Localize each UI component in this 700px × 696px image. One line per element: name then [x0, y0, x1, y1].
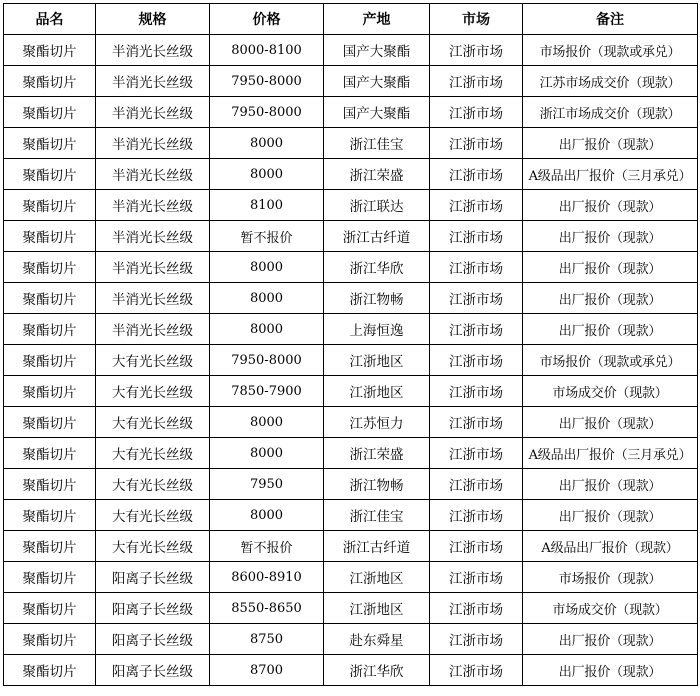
price-table: [3, 3, 698, 686]
header-origin: 产地: [324, 4, 430, 35]
remarks-cell: 市场报价（现款）: [523, 562, 698, 593]
market-cell: 江浙市场: [430, 97, 523, 128]
origin-cell: 浙江华欣: [324, 655, 430, 686]
specification-cell: 阳离子长丝级: [96, 624, 210, 655]
specification-cell: 半消光长丝级: [96, 97, 210, 128]
origin-cell: 上海恒逸: [324, 314, 430, 345]
table-row: [4, 314, 698, 345]
price-cell: 8000: [210, 128, 324, 159]
origin-cell: 浙江荣盛: [324, 438, 430, 469]
market-cell: 江浙市场: [430, 407, 523, 438]
remarks-cell: 江苏市场成交价（现款）: [523, 66, 698, 97]
table-body: [4, 35, 698, 686]
remarks-cell: 浙江市场成交价（现款）: [523, 97, 698, 128]
product-name-cell: 聚酯切片: [4, 655, 96, 686]
remarks-cell: 出厂报价（现款）: [523, 314, 698, 345]
price-cell: 7950-8000: [210, 66, 324, 97]
product-name-cell: 聚酯切片: [4, 252, 96, 283]
origin-cell: 国产大聚酯: [324, 35, 430, 66]
product-name-cell: 聚酯切片: [4, 35, 96, 66]
origin-cell: 浙江联达: [324, 190, 430, 221]
price-cell: 8550-8650: [210, 593, 324, 624]
origin-cell: 江苏恒力: [324, 407, 430, 438]
header-remarks: 备注: [523, 4, 698, 35]
market-cell: 江浙市场: [430, 562, 523, 593]
specification-cell: 大有光长丝级: [96, 345, 210, 376]
origin-cell: 浙江物畅: [324, 469, 430, 500]
remarks-cell: 出厂报价（现款）: [523, 283, 698, 314]
market-cell: 江浙市场: [430, 624, 523, 655]
specification-cell: 阳离子长丝级: [96, 593, 210, 624]
header-product-name: 品名: [4, 4, 96, 35]
market-cell: 江浙市场: [430, 438, 523, 469]
remarks-cell: 出厂报价（现款）: [523, 624, 698, 655]
header-market: 市场: [430, 4, 523, 35]
product-name-cell: 聚酯切片: [4, 593, 96, 624]
remarks-cell: 市场成交价（现款）: [523, 376, 698, 407]
origin-cell: 江浙地区: [324, 345, 430, 376]
price-cell: 8000: [210, 252, 324, 283]
remarks-cell: 出厂报价（现款）: [523, 407, 698, 438]
table-row: [4, 221, 698, 252]
origin-cell: 国产大聚酯: [324, 66, 430, 97]
market-cell: 江浙市场: [430, 376, 523, 407]
price-cell: 7950-8000: [210, 97, 324, 128]
remarks-cell: 出厂报价（现款）: [523, 128, 698, 159]
origin-cell: 浙江古纤道: [324, 221, 430, 252]
header-specification: 规格: [96, 4, 210, 35]
remarks-cell: 出厂报价（现款）: [523, 500, 698, 531]
product-name-cell: 聚酯切片: [4, 159, 96, 190]
header-row: [4, 4, 698, 35]
remarks-cell: 出厂报价（现款）: [523, 252, 698, 283]
product-name-cell: 聚酯切片: [4, 438, 96, 469]
table-row: [4, 593, 698, 624]
specification-cell: 半消光长丝级: [96, 159, 210, 190]
price-cell: 7950-8000: [210, 345, 324, 376]
specification-cell: 大有光长丝级: [96, 500, 210, 531]
product-name-cell: 聚酯切片: [4, 221, 96, 252]
remarks-cell: 出厂报价（现款）: [523, 469, 698, 500]
price-cell: 8000-8100: [210, 35, 324, 66]
product-name-cell: 聚酯切片: [4, 376, 96, 407]
table-row: [4, 407, 698, 438]
price-cell: 暂不报价: [210, 221, 324, 252]
specification-cell: 半消光长丝级: [96, 221, 210, 252]
market-cell: 江浙市场: [430, 655, 523, 686]
product-name-cell: 聚酯切片: [4, 500, 96, 531]
product-name-cell: 聚酯切片: [4, 97, 96, 128]
table-row: [4, 190, 698, 221]
price-cell: 8000: [210, 438, 324, 469]
price-cell: 8000: [210, 159, 324, 190]
origin-cell: 浙江佳宝: [324, 500, 430, 531]
market-cell: 江浙市场: [430, 128, 523, 159]
market-cell: 江浙市场: [430, 593, 523, 624]
table-header: [4, 4, 698, 35]
price-cell: 8000: [210, 283, 324, 314]
price-cell: 暂不报价: [210, 531, 324, 562]
origin-cell: 浙江荣盛: [324, 159, 430, 190]
market-cell: 江浙市场: [430, 531, 523, 562]
remarks-cell: 市场报价（现款或承兑）: [523, 345, 698, 376]
origin-cell: 江浙地区: [324, 376, 430, 407]
product-name-cell: 聚酯切片: [4, 345, 96, 376]
market-cell: 江浙市场: [430, 283, 523, 314]
specification-cell: 大有光长丝级: [96, 407, 210, 438]
price-cell: 7950: [210, 469, 324, 500]
remarks-cell: 出厂报价（现款）: [523, 190, 698, 221]
origin-cell: 浙江华欣: [324, 252, 430, 283]
market-cell: 江浙市场: [430, 35, 523, 66]
specification-cell: 半消光长丝级: [96, 190, 210, 221]
market-cell: 江浙市场: [430, 66, 523, 97]
table-row: [4, 469, 698, 500]
remarks-cell: A级品出厂报价（现款）: [523, 531, 698, 562]
price-cell: 8600-8910: [210, 562, 324, 593]
specification-cell: 大有光长丝级: [96, 469, 210, 500]
price-cell: 8000: [210, 314, 324, 345]
table-row: [4, 624, 698, 655]
market-cell: 江浙市场: [430, 314, 523, 345]
product-name-cell: 聚酯切片: [4, 128, 96, 159]
product-name-cell: 聚酯切片: [4, 190, 96, 221]
origin-cell: 浙江佳宝: [324, 128, 430, 159]
product-name-cell: 聚酯切片: [4, 66, 96, 97]
remarks-cell: 出厂报价（现款）: [523, 655, 698, 686]
table-row: [4, 252, 698, 283]
origin-cell: 江浙地区: [324, 562, 430, 593]
table-row: [4, 376, 698, 407]
product-name-cell: 聚酯切片: [4, 407, 96, 438]
price-cell: 8100: [210, 190, 324, 221]
table-row: [4, 66, 698, 97]
market-cell: 江浙市场: [430, 345, 523, 376]
market-cell: 江浙市场: [430, 190, 523, 221]
origin-cell: 赴东舜星: [324, 624, 430, 655]
table-row: [4, 655, 698, 686]
specification-cell: 大有光长丝级: [96, 531, 210, 562]
origin-cell: 国产大聚酯: [324, 97, 430, 128]
price-cell: 8700: [210, 655, 324, 686]
specification-cell: 半消光长丝级: [96, 283, 210, 314]
origin-cell: 江浙地区: [324, 593, 430, 624]
table-row: [4, 35, 698, 66]
price-cell: 8000: [210, 407, 324, 438]
table-row: [4, 159, 698, 190]
price-cell: 7850-7900: [210, 376, 324, 407]
table-row: [4, 438, 698, 469]
table-row: [4, 500, 698, 531]
specification-cell: 大有光长丝级: [96, 376, 210, 407]
remarks-cell: A级品出厂报价（三月承兑）: [523, 438, 698, 469]
product-name-cell: 聚酯切片: [4, 562, 96, 593]
remarks-cell: 市场报价（现款或承兑）: [523, 35, 698, 66]
product-name-cell: 聚酯切片: [4, 531, 96, 562]
specification-cell: 阳离子长丝级: [96, 562, 210, 593]
specification-cell: 半消光长丝级: [96, 66, 210, 97]
table-row: [4, 97, 698, 128]
remarks-cell: A级品出厂报价（三月承兑）: [523, 159, 698, 190]
product-name-cell: 聚酯切片: [4, 469, 96, 500]
remarks-cell: 市场成交价（现款）: [523, 593, 698, 624]
market-cell: 江浙市场: [430, 469, 523, 500]
product-name-cell: 聚酯切片: [4, 624, 96, 655]
table-row: [4, 531, 698, 562]
specification-cell: 半消光长丝级: [96, 314, 210, 345]
specification-cell: 半消光长丝级: [96, 128, 210, 159]
remarks-cell: 出厂报价（现款）: [523, 221, 698, 252]
market-cell: 江浙市场: [430, 221, 523, 252]
market-cell: 江浙市场: [430, 500, 523, 531]
table-row: [4, 562, 698, 593]
price-cell: 8000: [210, 500, 324, 531]
specification-cell: 半消光长丝级: [96, 35, 210, 66]
header-price: 价格: [210, 4, 324, 35]
specification-cell: 半消光长丝级: [96, 252, 210, 283]
market-cell: 江浙市场: [430, 252, 523, 283]
table-row: [4, 345, 698, 376]
table-row: [4, 128, 698, 159]
origin-cell: 浙江古纤道: [324, 531, 430, 562]
product-name-cell: 聚酯切片: [4, 283, 96, 314]
origin-cell: 浙江物畅: [324, 283, 430, 314]
specification-cell: 大有光长丝级: [96, 438, 210, 469]
specification-cell: 阳离子长丝级: [96, 655, 210, 686]
product-name-cell: 聚酯切片: [4, 314, 96, 345]
market-cell: 江浙市场: [430, 159, 523, 190]
price-cell: 8750: [210, 624, 324, 655]
table-row: [4, 283, 698, 314]
